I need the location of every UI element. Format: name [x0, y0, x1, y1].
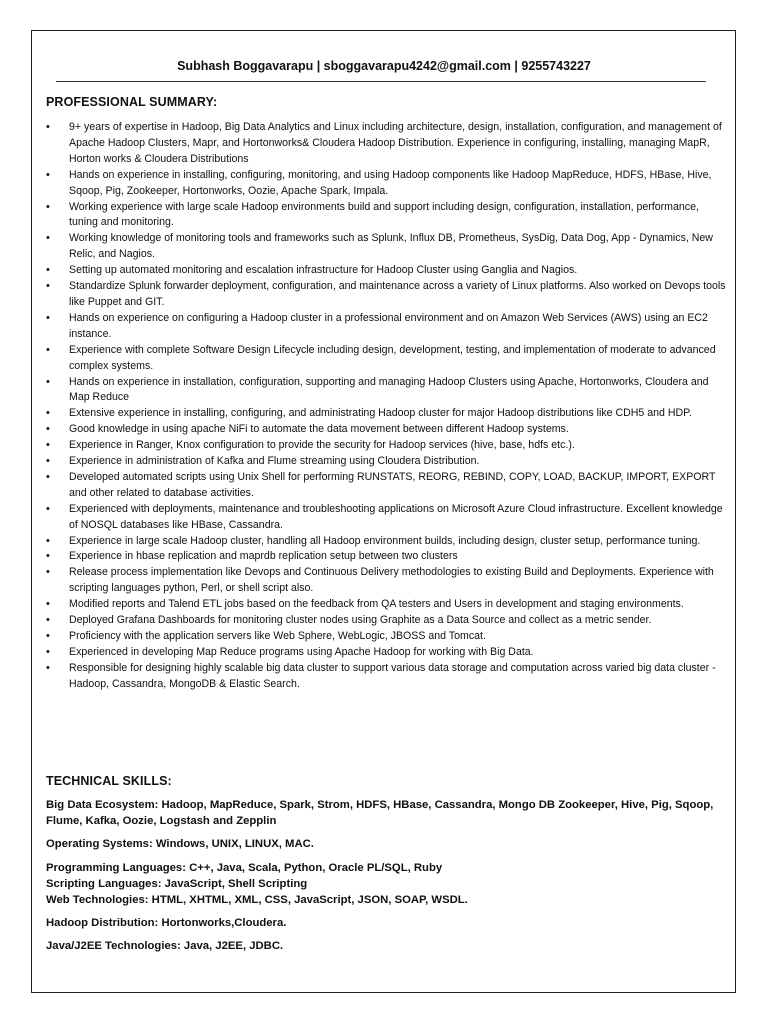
- summary-list: [46, 120, 726, 693]
- list-item: • Responsible for designing highly scalable big data cluster to support various data storage and computation across varied big data cluster - Hadoop, Cassandra, MongoDB & Elastic Search.: [46, 661, 726, 693]
- list-item: • Setting up automated monitoring and escalation infrastructure for Hadoop Cluster using Ganglia and Nagios.: [46, 263, 726, 279]
- list-item: • Experience with complete Software Design Lifecycle including design, development, testing, and implementation of moderate to advanced complex systems.: [46, 343, 726, 375]
- skill-languages-group: [46, 860, 726, 909]
- contact-header: Subhash Boggavarapu | sboggavarapu4242@gmail.com | 9255743227: [177, 59, 591, 73]
- technical-skills-heading: TECHNICAL SKILLS:: [46, 774, 172, 788]
- header-divider: [56, 81, 706, 82]
- list-item: • Release process implementation like Devops and Continuous Delivery methodologies to existing Build and Deployments. Experience with scripting languages python, Perl, or shell script also.: [46, 565, 726, 597]
- list-item: • Experienced in developing Map Reduce programs using Apache Hadoop for working with Big Data.: [46, 645, 726, 661]
- list-item: • Working experience with large scale Hadoop environments build and support including design, configuration, installation, performance, tuning and monitoring.: [46, 200, 726, 232]
- list-item: • Proficiency with the application servers like Web Sphere, WebLogic, JBOSS and Tomcat.: [46, 629, 726, 645]
- list-item: • Modified reports and Talend ETL jobs based on the feedback from QA testers and Users in development and staging environments.: [46, 597, 726, 613]
- skill-web-technologies: Web Technologies: HTML, XHTML, XML, CSS, JavaScript, JSON, SOAP, WSDL.: [46, 894, 468, 907]
- list-item: • Experience in large scale Hadoop cluster, handling all Hadoop environment builds, including design, cluster setup, performance tuning.: [46, 534, 726, 550]
- list-item: • Experience in administration of Kafka and Flume streaming using Cloudera Distribution.: [46, 454, 726, 470]
- skill-hadoop-distribution: Hadoop Distribution: Hortonworks,Cloudera.: [46, 917, 287, 930]
- skill-big-data: Big Data Ecosystem: Hadoop, MapReduce, Spark, Strom, HDFS, HBase, Cassandra, Mongo DB Zookeeper, Hive, Pig, Sqoop, Flume, Kafka, Oozie, Logstash and Zepplin: [46, 799, 714, 828]
- list-item: • Experienced with deployments, maintenance and troubleshooting applications on Microsoft Azure Cloud infrastructure. Excellent knowledge of NOSQL databases like HBase, Cassandra.: [46, 502, 726, 534]
- list-item: • Hands on experience in installing, configuring, monitoring, and using Hadoop components like Hadoop MapReduce, HDFS, HBase, Hive, Sqoop, Pig, Zookeeper, Hortonworks, Oozie, Apache Spark, Impala.: [46, 168, 726, 200]
- skill-java-j2ee: Java/J2EE Technologies: Java, J2EE, JDBC.: [46, 940, 284, 953]
- list-item: • 9+ years of expertise in Hadoop, Big Data Analytics and Linux including architecture, design, installation, configuration, and management of Apache Hadoop Clusters, Mapr, and Hortonworks& Cloudera Hadoop Distribution. Experience in configuring, installing, managing MapR, Horton works & Cloudera Distributions: [46, 120, 726, 168]
- list-item: • Deployed Grafana Dashboards for monitoring cluster nodes using Graphite as a Data Source and collect as a metric sender.: [46, 613, 726, 629]
- skill-scripting-languages: Scripting Languages: JavaScript, Shell Scripting: [46, 877, 308, 890]
- skill-programming-languages: Programming Languages: C++, Java, Scala, Python, Oracle PL/SQL, Ruby: [46, 861, 443, 874]
- list-item: • Experience in Ranger, Knox configuration to provide the security for Hadoop services (hive, base, hdfs etc.).: [46, 438, 726, 454]
- list-item: • Standardize Splunk forwarder deployment, configuration, and maintenance across a variety of Linux platforms. Also worked on Devops tools like Puppet and GIT.: [46, 279, 726, 311]
- list-item: • Extensive experience in installing, configuring, and administrating Hadoop cluster for major Hadoop distributions like CDH5 and HDP.: [46, 406, 726, 422]
- list-item: • Experience in hbase replication and maprdb replication setup between two clusters: [46, 549, 726, 565]
- list-item: • Hands on experience in installation, configuration, supporting and managing Hadoop Clusters using Apache, Hortonworks, Cloudera and Map Reduce: [46, 375, 726, 407]
- list-item: • Hands on experience on configuring a Hadoop cluster in a professional environment and on Amazon Web Services (AWS) using an EC2 instance.: [46, 311, 726, 343]
- technical-skills-block: [46, 797, 726, 962]
- list-item: • Good knowledge in using apache NiFi to automate the data movement between different Hadoop systems.: [46, 422, 726, 438]
- skill-operating-systems: Operating Systems: Windows, UNIX, LINUX, MAC.: [46, 838, 314, 851]
- list-item: • Developed automated scripts using Unix Shell for performing RUNSTATS, REORG, REBIND, COPY, LOAD, BACKUP, IMPORT, EXPORT and other related to database activities.: [46, 470, 726, 502]
- professional-summary-heading: PROFESSIONAL SUMMARY:: [46, 95, 218, 109]
- list-item: • Working knowledge of monitoring tools and frameworks such as Splunk, Influx DB, Prometheus, SysDig, Data Dog, App - Dynamics, New Relic, and Nagios.: [46, 231, 726, 263]
